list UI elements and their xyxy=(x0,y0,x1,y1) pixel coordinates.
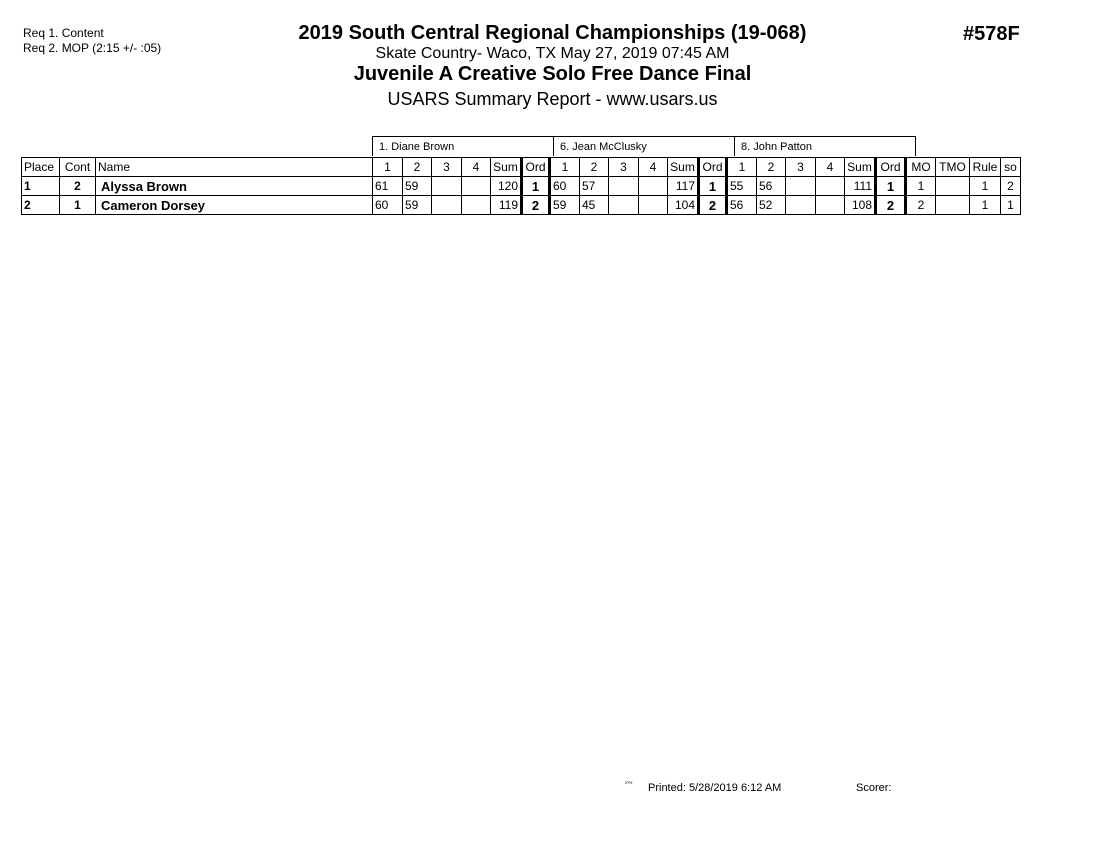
report-title: USARS Summary Report - www.usars.us xyxy=(387,89,718,109)
judge-name: 6. Jean McClusky xyxy=(554,137,735,157)
cont-cell: 1 xyxy=(60,196,96,215)
mark-cell xyxy=(462,196,491,215)
mark-cell xyxy=(816,196,845,215)
mark-cell: 57 xyxy=(580,177,609,196)
col-mark-1: 1 xyxy=(373,158,403,177)
mark-cell xyxy=(816,177,845,196)
mark-cell xyxy=(639,196,668,215)
scorer-label: Scorer: xyxy=(856,782,892,794)
ord-cell: 2 xyxy=(522,196,550,215)
sum-cell: 108 xyxy=(845,196,876,215)
place-cell: 1 xyxy=(22,177,60,196)
ord-cell: 1 xyxy=(522,177,550,196)
col-mark-1: 1 xyxy=(727,158,757,177)
judge-name: 1. Diane Brown xyxy=(373,137,554,157)
col-rule: Rule xyxy=(970,158,1001,177)
col-sum: Sum xyxy=(668,158,699,177)
mark-cell xyxy=(609,196,639,215)
col-place: Place xyxy=(22,158,60,177)
col-mark-2: 2 xyxy=(403,158,432,177)
results-table xyxy=(21,157,1021,215)
mark-cell: 59 xyxy=(403,196,432,215)
col-sum: Sum xyxy=(491,158,522,177)
sum-cell: 104 xyxy=(668,196,699,215)
mark-cell xyxy=(462,177,491,196)
col-ord: Ord xyxy=(876,158,906,177)
so-cell: 2 xyxy=(1001,177,1021,196)
printed-timestamp: Printed: 5/28/2019 6:12 AM xyxy=(648,782,782,794)
mark-cell: 59 xyxy=(403,177,432,196)
column-header-row xyxy=(22,158,1021,177)
ord-cell: 2 xyxy=(876,196,906,215)
requirement-2: Req 2. MOP (2:15 +/- :05) xyxy=(23,41,162,55)
mo-cell: 2 xyxy=(906,196,936,215)
col-mark-3: 3 xyxy=(786,158,816,177)
col-mark-2: 2 xyxy=(580,158,609,177)
place-cell: 2 xyxy=(22,196,60,215)
sum-cell: 119 xyxy=(491,196,522,215)
col-ord: Ord xyxy=(699,158,727,177)
tmo-cell xyxy=(936,177,970,196)
col-mark-3: 3 xyxy=(432,158,462,177)
requirement-1: Req 1. Content xyxy=(23,26,104,40)
tmo-cell xyxy=(936,196,970,215)
ord-cell: 2 xyxy=(699,196,727,215)
col-mark-2: 2 xyxy=(757,158,786,177)
col-mark-1: 1 xyxy=(550,158,580,177)
sum-cell: 117 xyxy=(668,177,699,196)
event-number: #578F xyxy=(963,23,1020,45)
mark-cell xyxy=(786,196,816,215)
mark-cell: 60 xyxy=(550,177,580,196)
mark-cell: 55 xyxy=(727,177,757,196)
mark-cell xyxy=(432,196,462,215)
col-mark-3: 3 xyxy=(609,158,639,177)
col-tmo: TMO xyxy=(936,158,970,177)
col-sum: Sum xyxy=(845,158,876,177)
mark-cell: 59 xyxy=(550,196,580,215)
mark-cell: 61 xyxy=(373,177,403,196)
mark-cell xyxy=(786,177,816,196)
rule-cell: 1 xyxy=(970,196,1001,215)
mark-cell: 56 xyxy=(757,177,786,196)
footer-code: ²⁰⁰³ xyxy=(625,781,633,787)
ord-cell: 1 xyxy=(876,177,906,196)
location-date: Skate Country- Waco, TX May 27, 2019 07:45 AM xyxy=(375,45,730,62)
judge-name: 8. John Patton xyxy=(735,137,916,157)
col-ord: Ord xyxy=(522,158,550,177)
col-name: Name xyxy=(96,158,373,177)
col-mark-4: 4 xyxy=(462,158,491,177)
col-mark-4: 4 xyxy=(816,158,845,177)
mark-cell: 60 xyxy=(373,196,403,215)
skater-name: Alyssa Brown xyxy=(96,177,373,196)
competition-title: 2019 South Central Regional Championships (19-068) xyxy=(298,22,807,44)
mo-cell: 1 xyxy=(906,177,936,196)
col-so: so xyxy=(1001,158,1021,177)
so-cell: 1 xyxy=(1001,196,1021,215)
rule-cell: 1 xyxy=(970,177,1001,196)
judge-header-row xyxy=(372,136,916,156)
sum-cell: 111 xyxy=(845,177,876,196)
mark-cell xyxy=(609,177,639,196)
sum-cell: 120 xyxy=(491,177,522,196)
table-row xyxy=(22,196,1021,215)
col-cont: Cont xyxy=(60,158,96,177)
mark-cell: 56 xyxy=(727,196,757,215)
col-mo: MO xyxy=(906,158,936,177)
mark-cell xyxy=(639,177,668,196)
ord-cell: 1 xyxy=(699,177,727,196)
mark-cell: 52 xyxy=(757,196,786,215)
event-title: Juvenile A Creative Solo Free Dance Final xyxy=(353,63,752,85)
mark-cell: 45 xyxy=(580,196,609,215)
col-mark-4: 4 xyxy=(639,158,668,177)
mark-cell xyxy=(432,177,462,196)
table-row xyxy=(22,177,1021,196)
skater-name: Cameron Dorsey xyxy=(96,196,373,215)
cont-cell: 2 xyxy=(60,177,96,196)
